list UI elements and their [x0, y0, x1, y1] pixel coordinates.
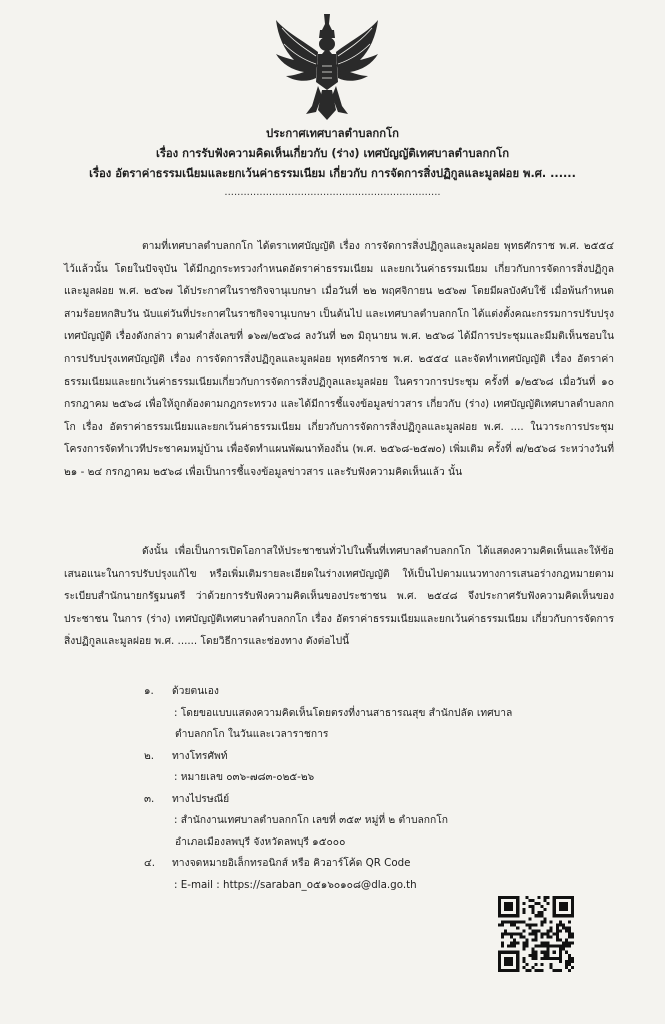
subject-line-2: เรื่อง อัตราค่าธรรมเนียมและยกเว้นค่าธรรมเนียม เกี่ยวกับ การจัดการสิ่งปฏิกูลและมูลฝอย พ.ศ. ......: [89, 167, 576, 180]
paragraph-2-text: ดังนั้น เพื่อเป็นการเปิดโอกาสให้ประชาชนทั่วไปในพื้นที่เทศบาลตำบลกกโก ได้แสดงความคิดเห็นและให้ข้อเสนอแนะในการปรับปรุงแก้ไข หรือเพิ่มเติมรายละเอียดในร่างเทศบัญญัติ ให้เป็นไปตามแนวทางการเสนอร่างกฎหมายตามระเบียบสำนักนายกรัฐมนตรี ว่าด้วยการรับฟังความคิดเห็นของประชาชน พ.ศ. ๒๕๔๘ จึงประกาศรับฟังความคิดเห็นของประชาชน ในการ (ร่าง) เทศบัญญัติเทศบาลตำบลกกโก เรื่อง อัตราค่าธรรมเนียมและยกเว้นค่าธรรมเนียม เกี่ยวกับการจัดการสิ่งปฏิกูลและมูลฝอย พ.ศ. ...... โดยวิธีการและช่องทาง ดังต่อไปนี้: [64, 545, 614, 648]
channel-number: ๒.: [144, 749, 155, 762]
channel-item-email-qr: [64, 853, 624, 875]
channel-detail: อำเภอเมืองลพบุรี จังหวัดลพบุรี ๑๕๐๐๐: [175, 835, 346, 848]
channel-number: ๑.: [144, 685, 154, 697]
channel-title: ทางไปรษณีย์: [172, 792, 230, 805]
paragraph-background: [64, 235, 614, 484]
channel-detail: : สำนักงานเทศบาลตำบลกกโก เลขที่ ๓๕๙ หมู่ที่ ๒ ตำบลกกโก: [174, 814, 449, 826]
channel-item-post: [64, 789, 624, 811]
qr-code-icon[interactable]: [498, 896, 574, 972]
channel-detail: ตำบลกกโก ในวันและเวลาราชการ: [175, 728, 329, 740]
paragraph-1-text: ตามที่เทศบาลตำบลกกโก ได้ตราเทศบัญญัติ เรื่อง การจัดการสิ่งปฏิกูลและมูลฝอย พุทธศักราช พ.ศ. ๒๕๕๔ ไว้แล้วนั้น โดยในปัจจุบัน ได้มีกฎกระทรวงกำหนดอัตราค่าธรรมเนียม และยกเว้นค่าธรรมเนียม เกี่ยวกับการจัดการสิ่งปฏิกูลและมูลฝอย พ.ศ. ๒๕๖๗ ได้ประกาศในราชกิจจานุเบกษา เมื่อวันที่ ๒๒ พฤศจิกายน ๒๕๖๗ โดยมีผลบังคับใช้ เมื่อพ้นกำหนดสามร้อยหกสิบวัน นับแต่วันที่ประกาศในราชกิจจานุเบกษา เป็นต้นไป และเทศบาลตำบลกกโก ได้แต่งตั้งคณะกรรมการปรับปรุงเทศบัญญัติ เรื่องดังกล่าว ตามคำสั่งเลขที่ ๑๖๗/๒๕๖๘ ลงวันที่ ๒๓ มิถุนายน พ.ศ. ๒๕๖๘ ได้มีการประชุมและมีมติเห็นชอบในการปรับปรุงเทศบัญญัติ เรื่อง การจัดการสิ่งปฏิกูลและมูลฝอย พุทธศักราช พ.ศ. ๒๕๕๔ และจัดทำเทศบัญญัติ เรื่อง อัตราค่าธรรมเนียมและยกเว้นค่าธรรมเนียมเกี่ยวกับการจัดการสิ่งปฏิกูลและมูลฝอย ในคราวการประชุม ครั้งที่ ๑/๒๕๖๘ เมื่อวันที่ ๑๐ กรกฎาคม ๒๕๖๘ เพื่อให้ถูกต้องตามกฎกระทรวง และได้มีการชี้แจงข้อมูลข่าวสาร เกี่ยวกับ (ร่าง) เทศบัญญัติเทศบาลตำบลกกโก เรื่อง อัตราค่าธรรมเนียมและยกเว้นค่าธรรมเนียม เกี่ยวกับการจัดการสิ่งปฏิกูลและมูลฝอย พ.ศ. .... ในวาระการประชุมโครงการจัดทำเวทีประชาคมหมู่บ้าน เพื่อจัดทำแผนพัฒนาท้องถิ่น (พ.ศ. ๒๕๖๘-๒๕๗๐) เพิ่มเติม ครั้งที่ ๗/๒๕๖๘ ระหว่างวันที่ ๒๑ - ๒๔ กรกฎาคม ๒๕๖๘ เพื่อเป็นการชี้แจงข้อมูลข่าวสาร และรับฟังความคิดเห็นแล้ว นั้น: [64, 240, 614, 478]
announcement-header: [0, 124, 665, 200]
channel-title: ทางโทรศัพท์: [172, 749, 228, 762]
header-divider: ....................................................................: [224, 187, 441, 198]
paragraph-announcement: [64, 540, 614, 653]
subject-line-1: เรื่อง การรับฟังความคิดเห็นเกี่ยวกับ (ร่าง) เทศบัญญัติเทศบาลตำบลกกโก: [155, 147, 510, 160]
announcement-title: ประกาศเทศบาลตำบลกกโก: [266, 127, 399, 140]
channel-item-in-person: [64, 681, 624, 703]
channel-detail: : หมายเลข ๐๓๖-๗๘๓-๐๒๕-๒๖: [174, 771, 315, 783]
channel-item-phone: [64, 746, 624, 768]
channel-title: ทางจดหมายอิเล็กทรอนิกส์ หรือ คิวอาร์โค้ด QR Code: [172, 857, 411, 869]
feedback-channels-list: [64, 681, 624, 896]
garuda-emblem-icon: [272, 10, 382, 122]
channel-detail: : โดยขอแบบแสดงความคิดเห็นโดยตรงที่งานสาธารณสุข สำนักปลัด เทศบาล: [174, 706, 513, 719]
channel-title: ด้วยตนเอง: [172, 685, 219, 697]
channel-number: ๓.: [144, 792, 155, 805]
email-address-link[interactable]: : E-mail : https://saraban_o๕๑๖๐๑๐๘@dla.go.th: [174, 878, 417, 891]
channel-number: ๔.: [144, 857, 156, 869]
